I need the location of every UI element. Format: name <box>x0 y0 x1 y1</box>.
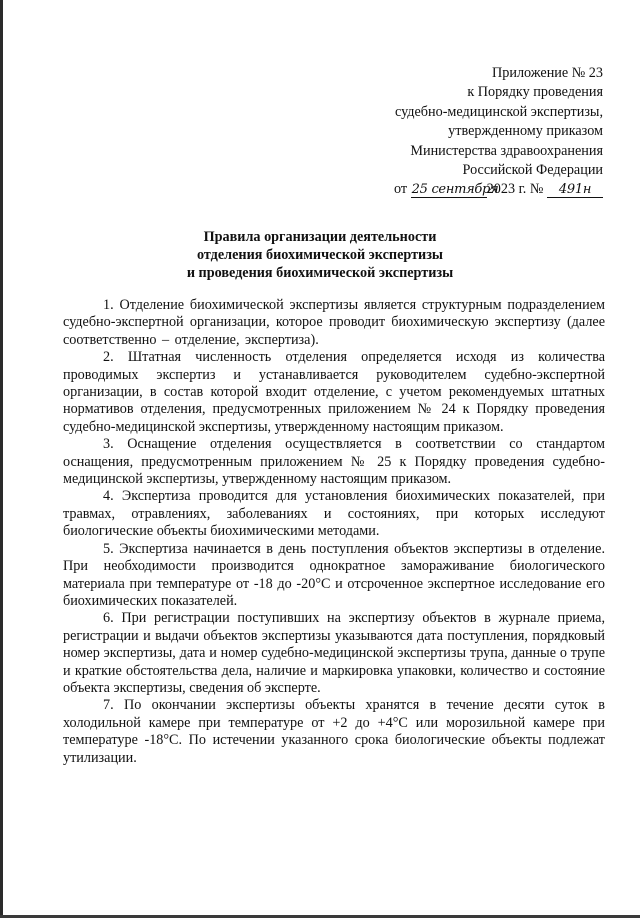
paragraph-7: 7. По окончании экспертизы объекты хранятся в течение десяти суток в холодильной камере при температуре от +2 до +4°С или морозильной камере при температуре -18°С. По истечении указанного срока биологические объекты подлежат утилизации. <box>63 697 605 766</box>
header-line-federation: Российской Федерации <box>462 162 603 179</box>
header-line-approved: утвержденному приказом <box>448 123 603 140</box>
scan-edge-left <box>0 0 3 918</box>
order-date-line <box>283 180 603 199</box>
paragraph-6: 6. При регистрации поступивших на экспертизу объектов в журнале приема, регистрации и выдачи объектов экспертизы указываются дата поступления, порядковый номер экспертизы, дата и номер судебно-медицинской экспертизы трупа, данные о трупе и краткие обстоятельства дела, наличие и маркировка упаковки, количество и состояние объекта экспертизы, сведения об эксперте. <box>63 610 605 696</box>
handwritten-order-number: 491н <box>547 182 603 198</box>
date-year: 2023 г. № <box>486 181 544 198</box>
appendix-header <box>283 64 603 200</box>
title-line-1: Правила организации деятельности <box>203 229 437 245</box>
paragraph-2: 2. Штатная численность отделения определяется исходя из количества проводимых экспертиз и устанавливается руководителем судебно-экспертной организации, в состав которой входит отделение, с учетом рекомендуемых штатных нормативов отделения, предусмотренных приложением № 24 к Порядку проведения судебно-медицинской экспертизы, утвержденному настоящим приказом. <box>63 349 605 435</box>
title-line-2: отделения биохимической экспертизы <box>196 246 444 263</box>
date-prefix: от <box>394 181 408 198</box>
header-line-appendix: Приложение № 23 <box>492 65 603 81</box>
title-line-3: и проведения биохимической экспертизы <box>186 264 454 281</box>
handwritten-date: 25 сентября <box>411 182 499 198</box>
paragraph-5: 5. Экспертиза начинается в день поступления объектов экспертизы в отделение. При необходимости производится однократное замораживание биологического материала при температуре от -18 до -20°С и отсроченное экспертное исследование его биохимических показателей. <box>63 540 605 609</box>
header-line-expertise: судебно-медицинской экспертизы, <box>394 103 603 120</box>
header-line-ministry: Министерства здравоохранения <box>410 142 603 159</box>
paragraph-3: 3. Оснащение отделения осуществляется в соответствии со стандартом оснащения, предусмотренным приложением № 25 к Порядку проведения судебно-медицинской экспертизы, утвержденному настоящим приказом. <box>63 436 605 488</box>
paragraph-4: 4. Экспертиза проводится для установления биохимических показателей, при травмах, отравлениях, заболеваниях и состояниях, при которых исследуют биологические объекты биохимическими методами. <box>63 488 605 540</box>
document-title <box>120 229 520 282</box>
document-body <box>63 297 605 767</box>
paragraph-1: 1. Отделение биохимической экспертизы является структурным подразделением судебно-экспертной организации, которое проводит биохимическую экспертизу (далее соответственно – отделение, экспертиза). <box>63 297 605 348</box>
header-line-order: к Порядку проведения <box>467 84 603 101</box>
